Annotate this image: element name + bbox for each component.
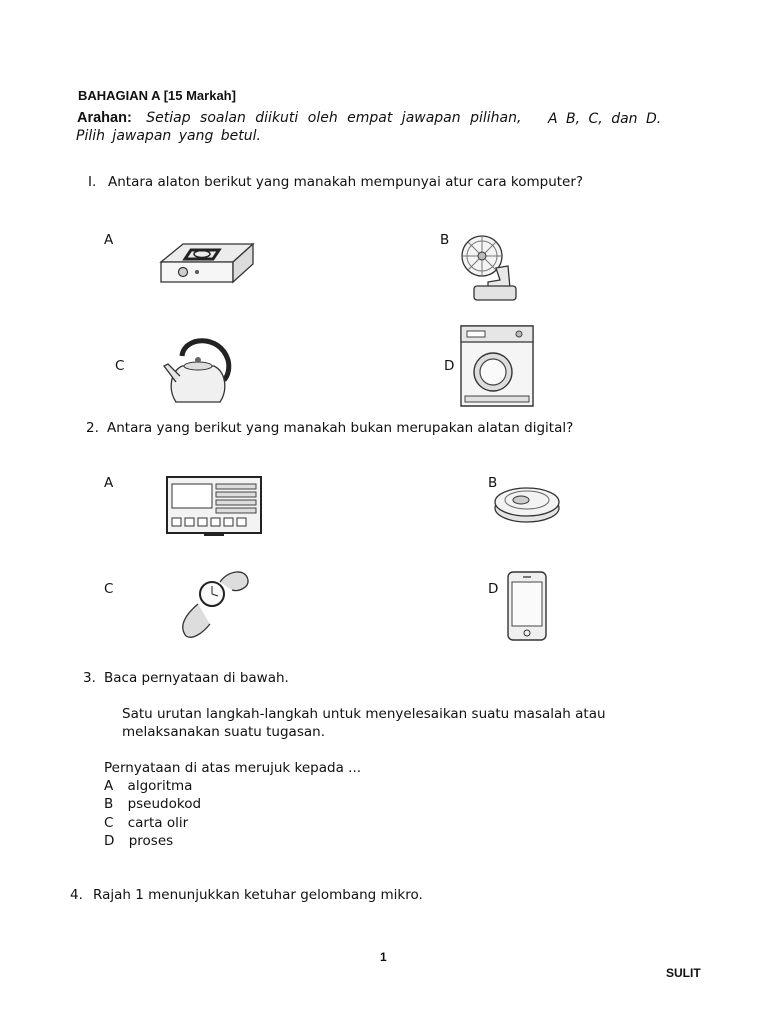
smart-tv-icon [164,474,264,538]
smartphone-icon [506,570,548,642]
q4-number: 4. [70,887,83,903]
q4-text: Rajah 1 menunjukkan ketuhar gelombang mikro. [93,887,423,903]
choice-letter: C [104,815,114,831]
q3-statement-line-1: Satu urutan langkah-langkah untuk menyelesaikan suatu masalah atau [122,706,606,722]
instruction-line-1 [77,110,521,126]
q1-number: I. [88,174,97,190]
electric-fan-icon [460,230,520,306]
washing-machine-icon [457,322,537,410]
q3-number: 3. [83,670,96,686]
q1-text: Antara alaton berikut yang manakah mempunyai atur cara komputer? [108,174,584,190]
instruction-label: Arahan: [77,110,132,126]
q3-prompt: Pernyataan di atas merujuk kepada ... [104,760,362,776]
gas-stove-icon [153,232,258,290]
choice-text: proses [128,833,174,849]
q1-option-c-letter[interactable]: C [115,358,125,374]
q2-option-d-letter[interactable]: D [488,581,499,597]
q2-text: Antara yang berikut yang manakah bukan merupakan alatan digital? [107,420,574,436]
instruction-line-2: Pilih jawapan yang betul. [76,128,261,144]
section-title: BAHAGIAN A [15 Markah] [78,88,236,103]
robot-vacuum-icon [491,478,563,526]
q3-choice-d[interactable] [104,833,173,849]
q2-option-b-letter[interactable]: B [488,475,498,491]
classification-label: SULIT [666,966,701,980]
q3-text: Baca pernyataan di bawah. [104,670,289,686]
instruction-options: A B, C, dan D. [548,111,662,127]
choice-text: pseudokod [127,796,202,812]
q3-choice-a[interactable] [104,778,192,794]
choice-letter: A [104,778,114,794]
instruction-text: Setiap soalan diikuti oleh empat jawapan pilihan, [146,110,522,126]
page-number: 1 [380,950,387,964]
q2-number: 2. [86,420,99,436]
q3-choice-c[interactable] [104,815,188,831]
q2-option-a-letter[interactable]: A [104,475,114,491]
choice-letter: D [104,833,115,849]
q3-statement-line-2: melaksanakan suatu tugasan. [122,724,325,740]
choice-letter: B [104,796,114,812]
q2-option-c-letter[interactable]: C [104,581,114,597]
q1-option-b-letter[interactable]: B [440,232,450,248]
choice-text: carta olir [127,815,189,831]
wristwatch-icon [176,566,252,642]
choice-text: algoritma [127,778,193,794]
q1-option-a-letter[interactable]: A [104,232,114,248]
q1-option-d-letter[interactable]: D [444,358,455,374]
q3-choice-b[interactable] [104,796,201,812]
kettle-icon [162,328,234,406]
